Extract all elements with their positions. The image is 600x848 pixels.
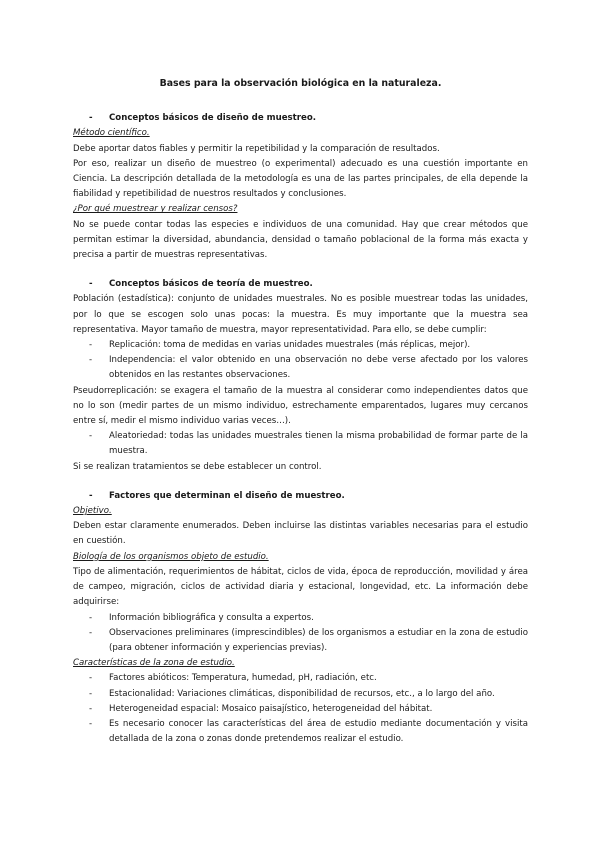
section-heading-text: Conceptos básicos de teoría de muestreo. xyxy=(109,279,313,290)
paragraph: Tipo de alimentación, requerimientos de hábitat, ciclos de vida, época de reproducción, movilidad y área de campeo, migración, ciclos de actividad diaria y estacional, longevidad, etc. La información debe adquirirse: xyxy=(73,566,528,608)
bullet-dash: - xyxy=(89,340,93,351)
list-item xyxy=(73,353,528,383)
document-title: Bases para la observación biológica en la naturaleza. xyxy=(159,78,442,89)
section-heading-factores xyxy=(73,489,528,504)
bullet-list xyxy=(73,671,528,747)
bullet-dash: - xyxy=(89,490,93,501)
bullet-list xyxy=(73,429,528,459)
bullet-dash: - xyxy=(89,703,93,714)
section-heading-text: Conceptos básicos de diseño de muestreo. xyxy=(109,113,316,124)
list-item-text: Aleatoriedad: todas las unidades muestrales tienen la misma probabilidad de formar parte de la muestra. xyxy=(109,431,528,457)
section-heading-diseno xyxy=(73,111,528,126)
subheading-por-que: ¿Por qué muestrear y realizar censos? xyxy=(73,204,238,215)
list-item xyxy=(73,702,528,717)
list-item-text: Estacionalidad: Variaciones climáticas, disponibilidad de recursos, etc., a lo largo del año. xyxy=(109,688,495,699)
list-item-text: Independencia: el valor obtenido en una observación no debe verse afectado por los valores obtenidos en las restantes observaciones. xyxy=(109,355,528,381)
subheading-caracteristicas: Características de la zona de estudio. xyxy=(73,658,235,669)
subheading-biologia: Biología de los organismos objeto de estudio. xyxy=(73,551,269,562)
paragraph: Deben estar claramente enumerados. Deben incluirse las distintas variables necesarias para el estudio en cuestión. xyxy=(73,521,528,547)
bullet-dash: - xyxy=(89,279,93,290)
bullet-dash: - xyxy=(89,627,93,638)
bullet-dash: - xyxy=(89,673,93,684)
bullet-list xyxy=(73,338,528,384)
list-item xyxy=(73,338,528,353)
list-item xyxy=(73,687,528,702)
list-item xyxy=(73,671,528,686)
list-item xyxy=(73,429,528,459)
list-item-text: Replicación: toma de medidas en varias unidades muestrales (más réplicas, mejor). xyxy=(109,340,471,351)
bullet-dash: - xyxy=(89,431,93,442)
bullet-dash: - xyxy=(89,113,93,124)
bullet-dash: - xyxy=(89,718,93,729)
list-item xyxy=(73,717,528,747)
paragraph: Si se realizan tratamientos se debe establecer un control. xyxy=(73,461,322,472)
list-item-text: Observaciones preliminares (imprescindibles) de los organismos a estudiar en la zona de estudio (para obtener información y experiencias previas). xyxy=(109,627,528,653)
paragraph: Por eso, realizar un diseño de muestreo (o experimental) adecuado es una cuestión importante en Ciencia. La descripción detallada de la metodología es una de las partes principales, de ella depende la fiabilidad y repetibilidad de nuestros resultados y conclusiones. xyxy=(73,158,528,200)
list-item-text: Es necesario conocer las características del área de estudio mediante documentación y visita detallada de la zona o zonas donde pretendemos realizar el estudio. xyxy=(109,718,528,745)
spacer xyxy=(73,263,528,277)
bullet-dash: - xyxy=(89,612,93,623)
bullet-dash: - xyxy=(89,688,93,699)
spacer xyxy=(73,475,528,489)
paragraph: Pseudorreplicación: se exagera el tamaño de la muestra al considerar como independientes datos que no lo son (medir partes de un mismo individuo, estrechamente emparentados, lugares muy cercanos entre sí, medir el mismo individuo varias veces…). xyxy=(73,385,528,427)
list-item-text: Información bibliográfica y consulta a expertos. xyxy=(109,612,314,623)
section-heading-teoria xyxy=(73,277,528,292)
paragraph: Población (estadística): conjunto de unidades muestrales. No es posible muestrear todas las unidades, por lo que se escogen solo unas pocas: la muestra. Es muy importante que la muestra sea representativa. Mayor tamaño de muestra, mayor representatividad. Para ello, se debe cumplir: xyxy=(73,294,528,335)
bullet-dash: - xyxy=(89,355,93,366)
list-item-text: Heterogeneidad espacial: Mosaico paisajístico, heterogeneidad del hábitat. xyxy=(109,703,433,714)
paragraph: No se puede contar todas las especies e individuos de una comunidad. Hay que crear métodos que permitan estimar la diversidad, abundancia, densidad o tamaño poblacional de la forma más exacta y precisa a partir de muestras representativas. xyxy=(73,219,528,261)
section-heading-text: Factores que determinan el diseño de muestreo. xyxy=(109,490,345,501)
paragraph: Debe aportar datos fiables y permitir la repetibilidad y la comparación de resultados. xyxy=(73,143,440,154)
bullet-list xyxy=(73,611,528,657)
subheading-metodo: Método científico. xyxy=(73,128,150,139)
list-item xyxy=(73,611,528,626)
subheading-objetivo: Objetivo. xyxy=(73,506,112,517)
list-item xyxy=(73,626,528,656)
list-item-text: Factores abióticos: Temperatura, humedad, pH, radiación, etc. xyxy=(109,673,377,684)
